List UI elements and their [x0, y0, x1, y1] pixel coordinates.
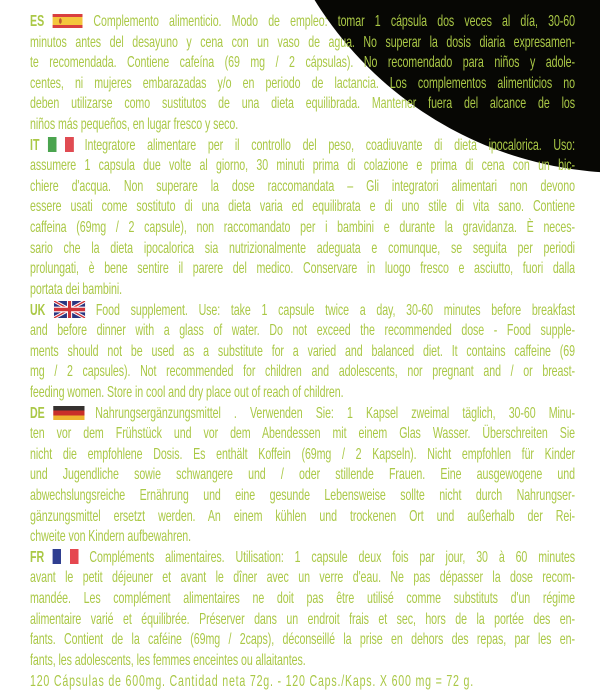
- language-sections: [30, 12, 575, 672]
- text-line: ten vor dem Frühstück und vor dem Abendessen mit einem Glas Wasser. Überschreiten Sie: [30, 425, 575, 443]
- text-line: DE Nahrungsergänzungsmittel . Verwenden Sie: 1 Kapsel zweimal täglich, 30-60 Minu-: [30, 404, 575, 422]
- lang-code-it: IT: [30, 136, 40, 154]
- text-line: ES Complemento alimenticio. Modo de empleo: tomar 1 cápsula dos veces al día, 30-60: [30, 13, 575, 30]
- text-line: portata dei bambini.: [30, 280, 123, 298]
- text-line: mandée. Les complément alimentaires ne doit pas être utilisé comme substituts d'un régime: [30, 590, 575, 608]
- text-line: centes, ni mujeres embarazadas y/o en periodo de lactancia. Los complementos alimenticios no: [30, 74, 575, 92]
- flag-es-icon: [53, 14, 83, 28]
- text-line: essere usati come sostituto di una dieta varia ed equilibrata e di uno stile di vita sano. Contiene: [30, 198, 575, 216]
- flag-it-icon: [48, 137, 74, 152]
- text-line: alimentaire varié et équilibrée. Préserver dans un endroit frais et sec, hors de la portée des en-: [30, 610, 575, 628]
- section-it: [30, 136, 575, 301]
- label-text-block: [30, 12, 575, 692]
- lang-code-de: DE: [30, 404, 45, 422]
- section-uk: [30, 301, 575, 404]
- text-line: und Jugendliche sowie schwangere und / oder stillende Frauen. Eine ausgewogene und: [30, 466, 575, 484]
- text-line: fants. Contient de la caféine (69mg / 2caps), déconseillé la prise en dehors des repas, par les en-: [30, 631, 575, 649]
- flag-de-icon: [53, 406, 84, 420]
- section-fr: [30, 548, 575, 672]
- lang-code-es: ES: [30, 13, 45, 30]
- text-line: fants, les adolescents, les femmes enceintes ou allaitantes.: [30, 651, 306, 669]
- text-line: niños más pequeños, en lugar fresco y seco.: [30, 116, 239, 134]
- section-es: [30, 12, 575, 136]
- text-line: UK Food supplement. Use: take 1 capsule twice a day, 30-60 minutes before breakfast: [30, 301, 575, 319]
- flag-uk-icon: [54, 301, 85, 318]
- text-line: minutos antes del desayuno y cena con un vaso de agua. No superar la dosis diaria expresamen-: [30, 33, 575, 51]
- text-line: sario che la dieta ipocalorica sia nutrizionalmente adeguata e comunque, se seguita per periodi: [30, 239, 575, 257]
- text-line: prolungati, è bene sentire il parere del medico. Conservare in luogo fresco e asciutto, fuori dalla: [30, 260, 575, 278]
- text-line: chiere d'acqua. Non superare la dose raccomandata – Gli integratori alimentari non devono: [30, 177, 575, 195]
- section-de: [30, 404, 575, 548]
- net-quantity-line: 120 Cápsulas de 600mg. Cantidad neta 72g. - 120 Caps./Kaps. X 600 mg = 72 g.: [30, 672, 474, 690]
- text-line: IT Integratore alimentare per il controllo del peso, coadiuvante di dieta ipocalorica. Uso:: [30, 136, 575, 154]
- text-line: avant le petit déjeuner et avant le dîner avec un verre d'eau. Ne pas dépasser la dose recom-: [30, 569, 575, 587]
- text-line: gänzungsmittel ersetzt werden. An einem kühlen und trockenen Ort und außerhalb der Rei-: [30, 507, 575, 525]
- text-line: caffeina (69mg / 2 capsule), non raccomandato per i bambini e durante la gravidanza. È neces-: [30, 219, 575, 237]
- lang-code-uk: UK: [30, 301, 46, 319]
- text-line: and before dinner with a glass of water. Do not exceed the recommended dose - Food supple-: [30, 322, 575, 340]
- text-line: deben utilizarse como sustitutos de una dieta equilibrada. Mantener fuera del alcance de los: [30, 95, 575, 113]
- text-line: ments should not be used as a substitute for a varied and balanced diet. It contains caffeine (69: [30, 342, 575, 360]
- text-line: mg / 2 capsules). Not recommended for children and adolescents, nor pregnant and / or breast-: [30, 363, 575, 381]
- text-line: FR Compléments alimentaires. Utilisation: 1 capsule deux fois par jour, 30 à 60 minutes: [30, 548, 575, 566]
- flag-fr-icon: [53, 549, 79, 564]
- text-line: chweite von Kindern aufbewahren.: [30, 528, 192, 546]
- text-line: te recomendada. Contiene cafeína (69 mg / 2 cápsulas). No recomendado para niños y adole-: [30, 54, 575, 72]
- text-line: feeding women. Store in cool and dry place out of reach of children.: [30, 383, 344, 401]
- lang-code-fr: FR: [30, 548, 45, 566]
- text-line: abwechslungsreiche Ernährung und eine gesunde Lebensweise sollte nicht durch Nahrungser-: [30, 487, 575, 505]
- text-line: nicht die empfohlene Dosis. Es enthält Koffein (69mg / 2 Kapseln). Nicht empfohlen für Kinder: [30, 445, 575, 463]
- text-line: assumere 1 capsula due volte al giorno, 30 minuti prima di colazione e prima di cena con un bic-: [30, 157, 575, 175]
